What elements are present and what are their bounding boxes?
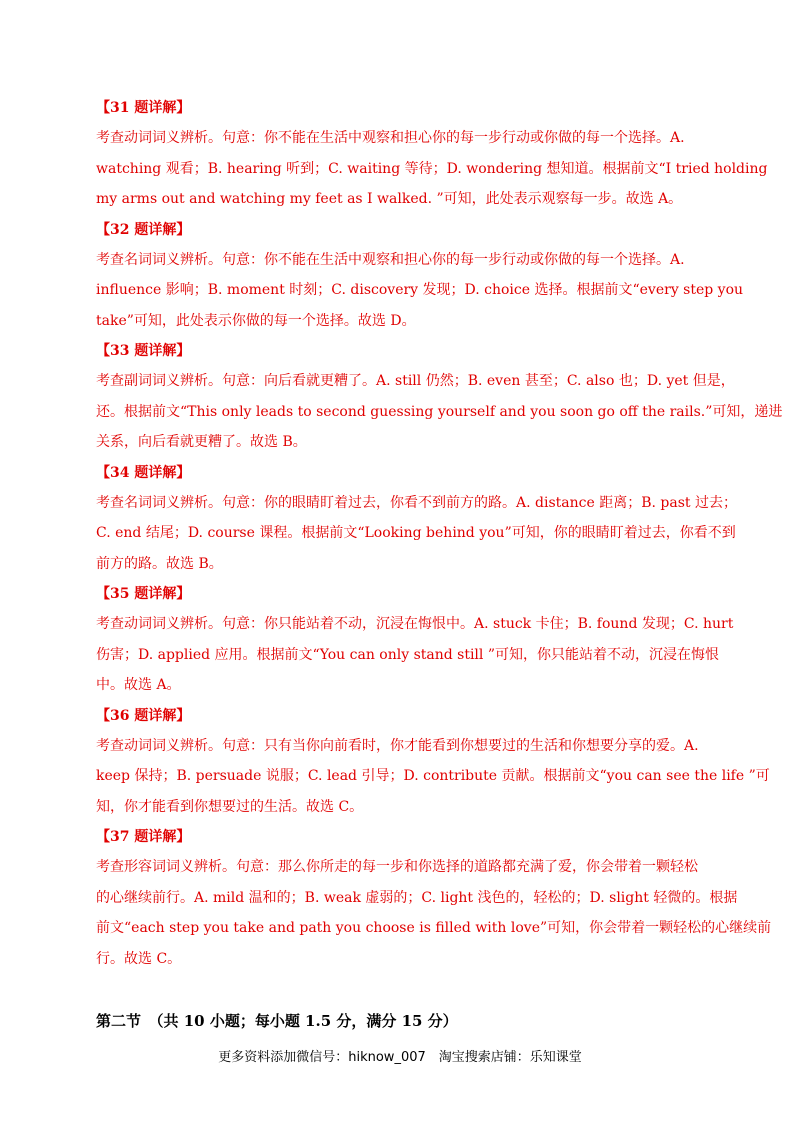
- text-line: 前文“each step you take and path you choose is filled with love”可知，你会带着一颗轻松的心继续前: [96, 920, 772, 936]
- section-title: 第二节 （共 10 小题；每小题 1.5 分，满分 15 分）: [96, 1012, 458, 1030]
- text-line: 中。故选 A。: [96, 677, 181, 693]
- text-line: 还。根据前文“This only leads to second guessing yourself and you soon go off the rails.”可知，递进: [96, 403, 783, 420]
- text-line: 的心继续前行。A. mild 温和的；B. weak 虚弱的；C. light 浅色的，轻松的；D. slight 轻微的。根据: [96, 889, 738, 906]
- explanation-text: [96, 731, 770, 823]
- text-line: 考查动词词义辨析。句意：你只能站着不动，沉浸在悔恨中。A. stuck 卡住；B. found 发现；C. hurt: [96, 616, 734, 632]
- question-31-explanation: [96, 93, 768, 215]
- text-line: my arms out and watching my feet as I walked. ”可知，此处表示观察每一步。故选 A。: [96, 191, 683, 207]
- question-36-explanation: [96, 701, 770, 823]
- question-heading: 【36 题详解】: [96, 707, 191, 724]
- page-footer: 更多资料添加微信号：hiknow_007 淘宝搜索店铺：乐知课堂: [218, 1050, 582, 1065]
- text-line: 前方的路。故选 B。: [96, 555, 223, 572]
- question-heading: 【33 题详解】: [96, 343, 191, 359]
- text-line: watching 观看；B. hearing 听到；C. waiting 等待；D. wondering 想知道。根据前文“I tried holding: [96, 160, 768, 177]
- explanation-text: [96, 245, 744, 337]
- question-34-explanation: [96, 458, 737, 580]
- text-line: C. end 结尾；D. course 课程。根据前文“Looking behind you”可知，你的眼睛盯着过去，你看不到: [96, 525, 736, 541]
- question-heading: 【34 题详解】: [96, 464, 191, 481]
- explanation-text: [96, 488, 737, 580]
- question-heading: 【31 题详解】: [96, 100, 191, 116]
- question-32-explanation: [96, 215, 744, 337]
- question-35-explanation: [96, 579, 734, 701]
- explanation-text: [96, 852, 772, 974]
- question-37-explanation: [96, 822, 772, 974]
- question-heading: 【37 题详解】: [96, 829, 191, 845]
- explanation-text: [96, 609, 734, 701]
- text-line: 考查名词词义辨析。句意：你不能在生活中观察和担心你的每一步行动或你做的每一个选择。A.: [96, 251, 685, 268]
- question-33-explanation: [96, 336, 783, 458]
- text-line: take”可知，此处表示你做的每一个选择。故选 D。: [96, 312, 416, 329]
- text-line: keep 保持；B. persuade 说服；C. lead 引导；D. contribute 贡献。根据前文“you can see the life ”可: [96, 768, 770, 784]
- text-line: 关系，向后看就更糟了。故选 B。: [96, 434, 307, 450]
- question-heading: 【35 题详解】: [96, 586, 191, 602]
- question-heading: 【32 题详解】: [96, 221, 191, 238]
- text-line: 考查名词词义辨析。句意：你的眼睛盯着过去，你看不到前方的路。A. distance 距离；B. past 过去；: [96, 494, 737, 511]
- text-line: 考查形容词词义辨析。句意：那么你所走的每一步和你选择的道路都充满了爱，你会带着一颗轻松: [96, 859, 698, 875]
- explanations-container: [96, 93, 783, 974]
- text-line: 考查动词词义辨析。句意：只有当你向前看时，你才能看到你想要过的生活和你想要分享的爱。A.: [96, 737, 699, 754]
- text-line: influence 影响；B. moment 时刻；C. discovery 发现；D. choice 选择。根据前文“every step you: [96, 282, 744, 298]
- text-line: 考查动词词义辨析。句意：你不能在生活中观察和担心你的每一步行动或你做的每一个选择。A.: [96, 130, 685, 146]
- text-line: 知，你才能看到你想要过的生活。故选 C。: [96, 798, 364, 815]
- explanation-text: [96, 366, 783, 458]
- text-line: 考查副词词义辨析。句意：向后看就更糟了。A. still 仍然；B. even 甚至；C. also 也；D. yet 但是，: [96, 373, 735, 389]
- text-line: 行。故选 C。: [96, 950, 182, 967]
- text-line: 伤害；D. applied 应用。根据前文“You can only stand still ”可知，你只能站着不动，沉浸在悔恨: [96, 646, 719, 663]
- explanation-text: [96, 123, 768, 215]
